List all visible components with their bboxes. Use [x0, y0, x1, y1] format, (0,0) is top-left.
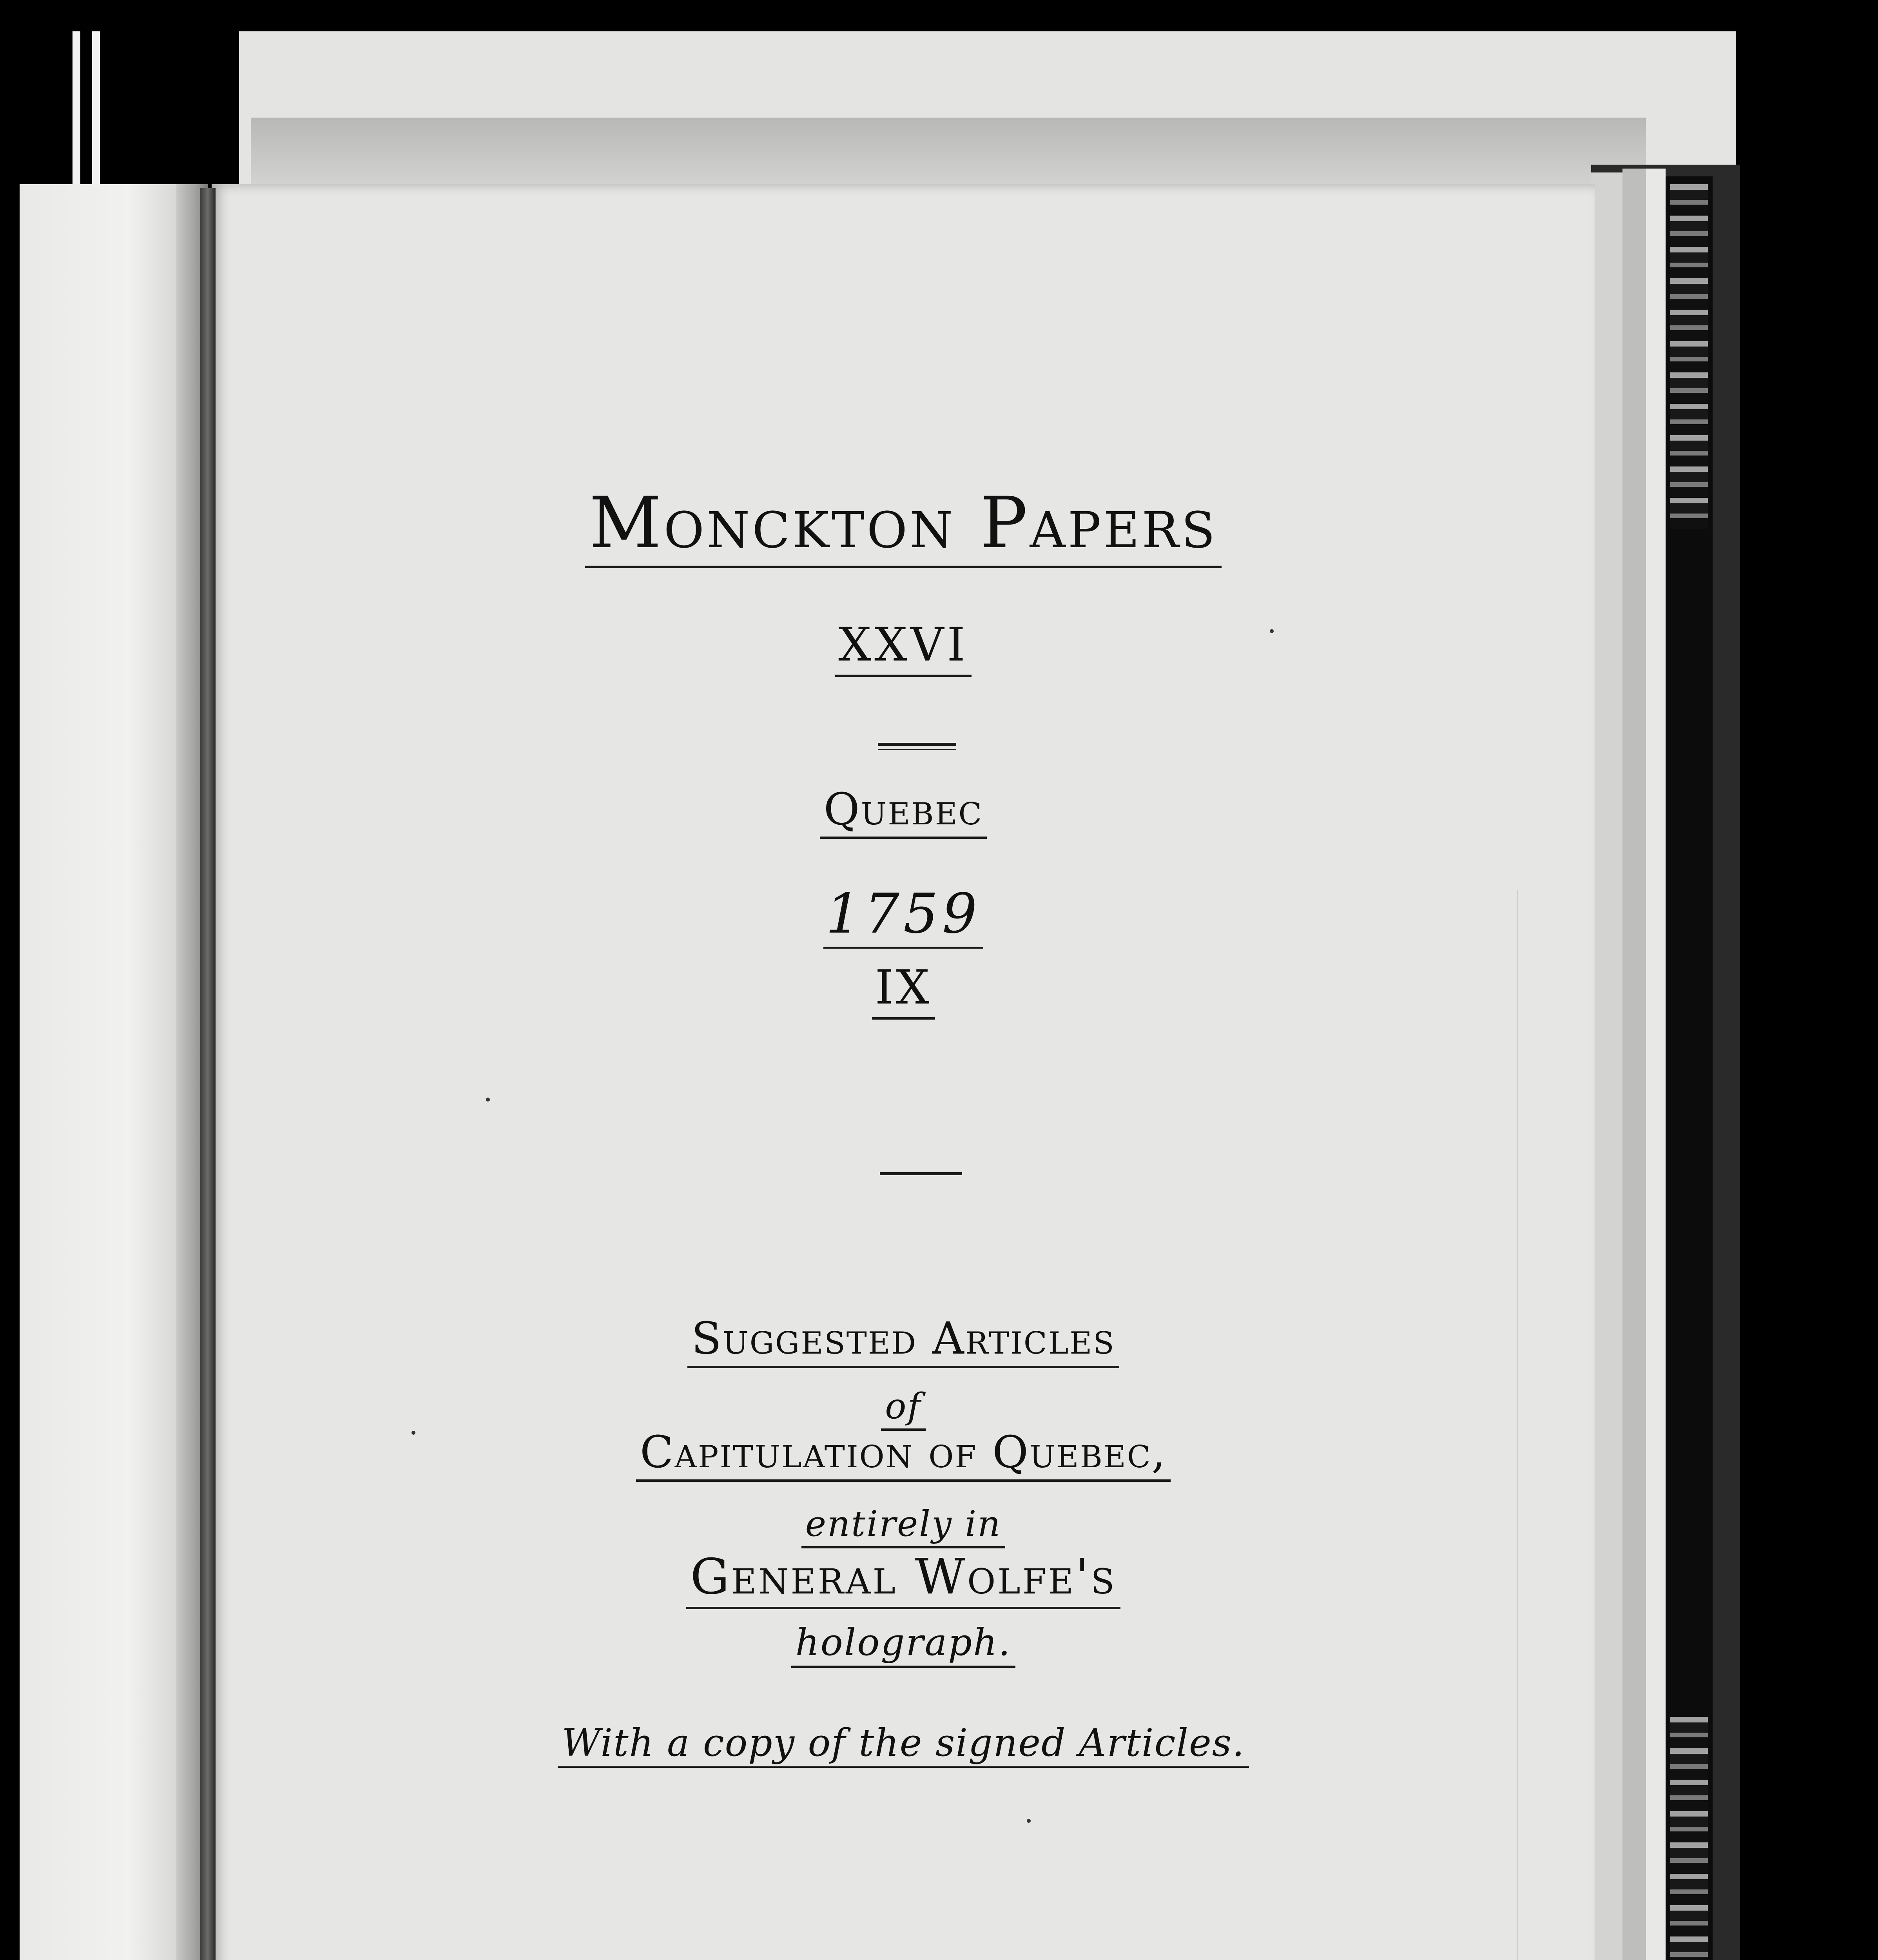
note-line [212, 1721, 1595, 1768]
left-page-stack [20, 184, 176, 1960]
cover-ornament-bottom [1670, 1717, 1708, 1960]
ink-speck [1027, 1819, 1031, 1823]
part-number [212, 960, 1595, 1015]
cover-ornament-top [1670, 184, 1708, 529]
divider-middle [880, 1172, 962, 1175]
ink-speck [411, 1431, 415, 1435]
note-line-text: With a copy of the signed Articles. [558, 1721, 1249, 1768]
description-line-5 [212, 1548, 1595, 1609]
page-title-text: Monckton Papers [585, 482, 1221, 568]
description-line-1-text: Suggested Articles [687, 1313, 1119, 1368]
page-edge-b [1622, 169, 1646, 1960]
year-heading [212, 882, 1595, 946]
description-line-5-text: General Wolfe's [686, 1548, 1120, 1609]
page-edge-a [1591, 172, 1622, 1960]
description-line-2-text: of [881, 1386, 926, 1431]
description-line-2 [212, 1386, 1595, 1431]
volume-number-text: XXVI [835, 617, 972, 677]
description-line-4 [212, 1503, 1595, 1548]
description-line-1 [212, 1313, 1595, 1368]
ink-speck [1270, 629, 1274, 633]
clip-left [73, 31, 80, 188]
description-line-6 [212, 1621, 1595, 1668]
description-line-6-text: holograph. [791, 1621, 1015, 1668]
volume-number [212, 617, 1595, 677]
book-spine [200, 188, 216, 1960]
place-heading [212, 784, 1595, 839]
place-heading-text: Quebec [820, 784, 987, 839]
description-line-3 [212, 1427, 1595, 1482]
title-page [212, 184, 1595, 1960]
divider-top [878, 743, 956, 746]
description-line-4-text: entirely in [801, 1503, 1005, 1548]
part-number-text: IX [872, 960, 935, 1020]
backdrop-shadow [251, 118, 1646, 188]
description-line-3-text: Capitulation of Quebec, [636, 1427, 1171, 1482]
ink-speck [486, 1098, 490, 1102]
page-edge-c [1646, 169, 1666, 1960]
year-heading-text: 1759 [823, 882, 983, 949]
divider-top-second [878, 749, 956, 750]
page-title [212, 482, 1595, 568]
clip-right [92, 31, 100, 188]
